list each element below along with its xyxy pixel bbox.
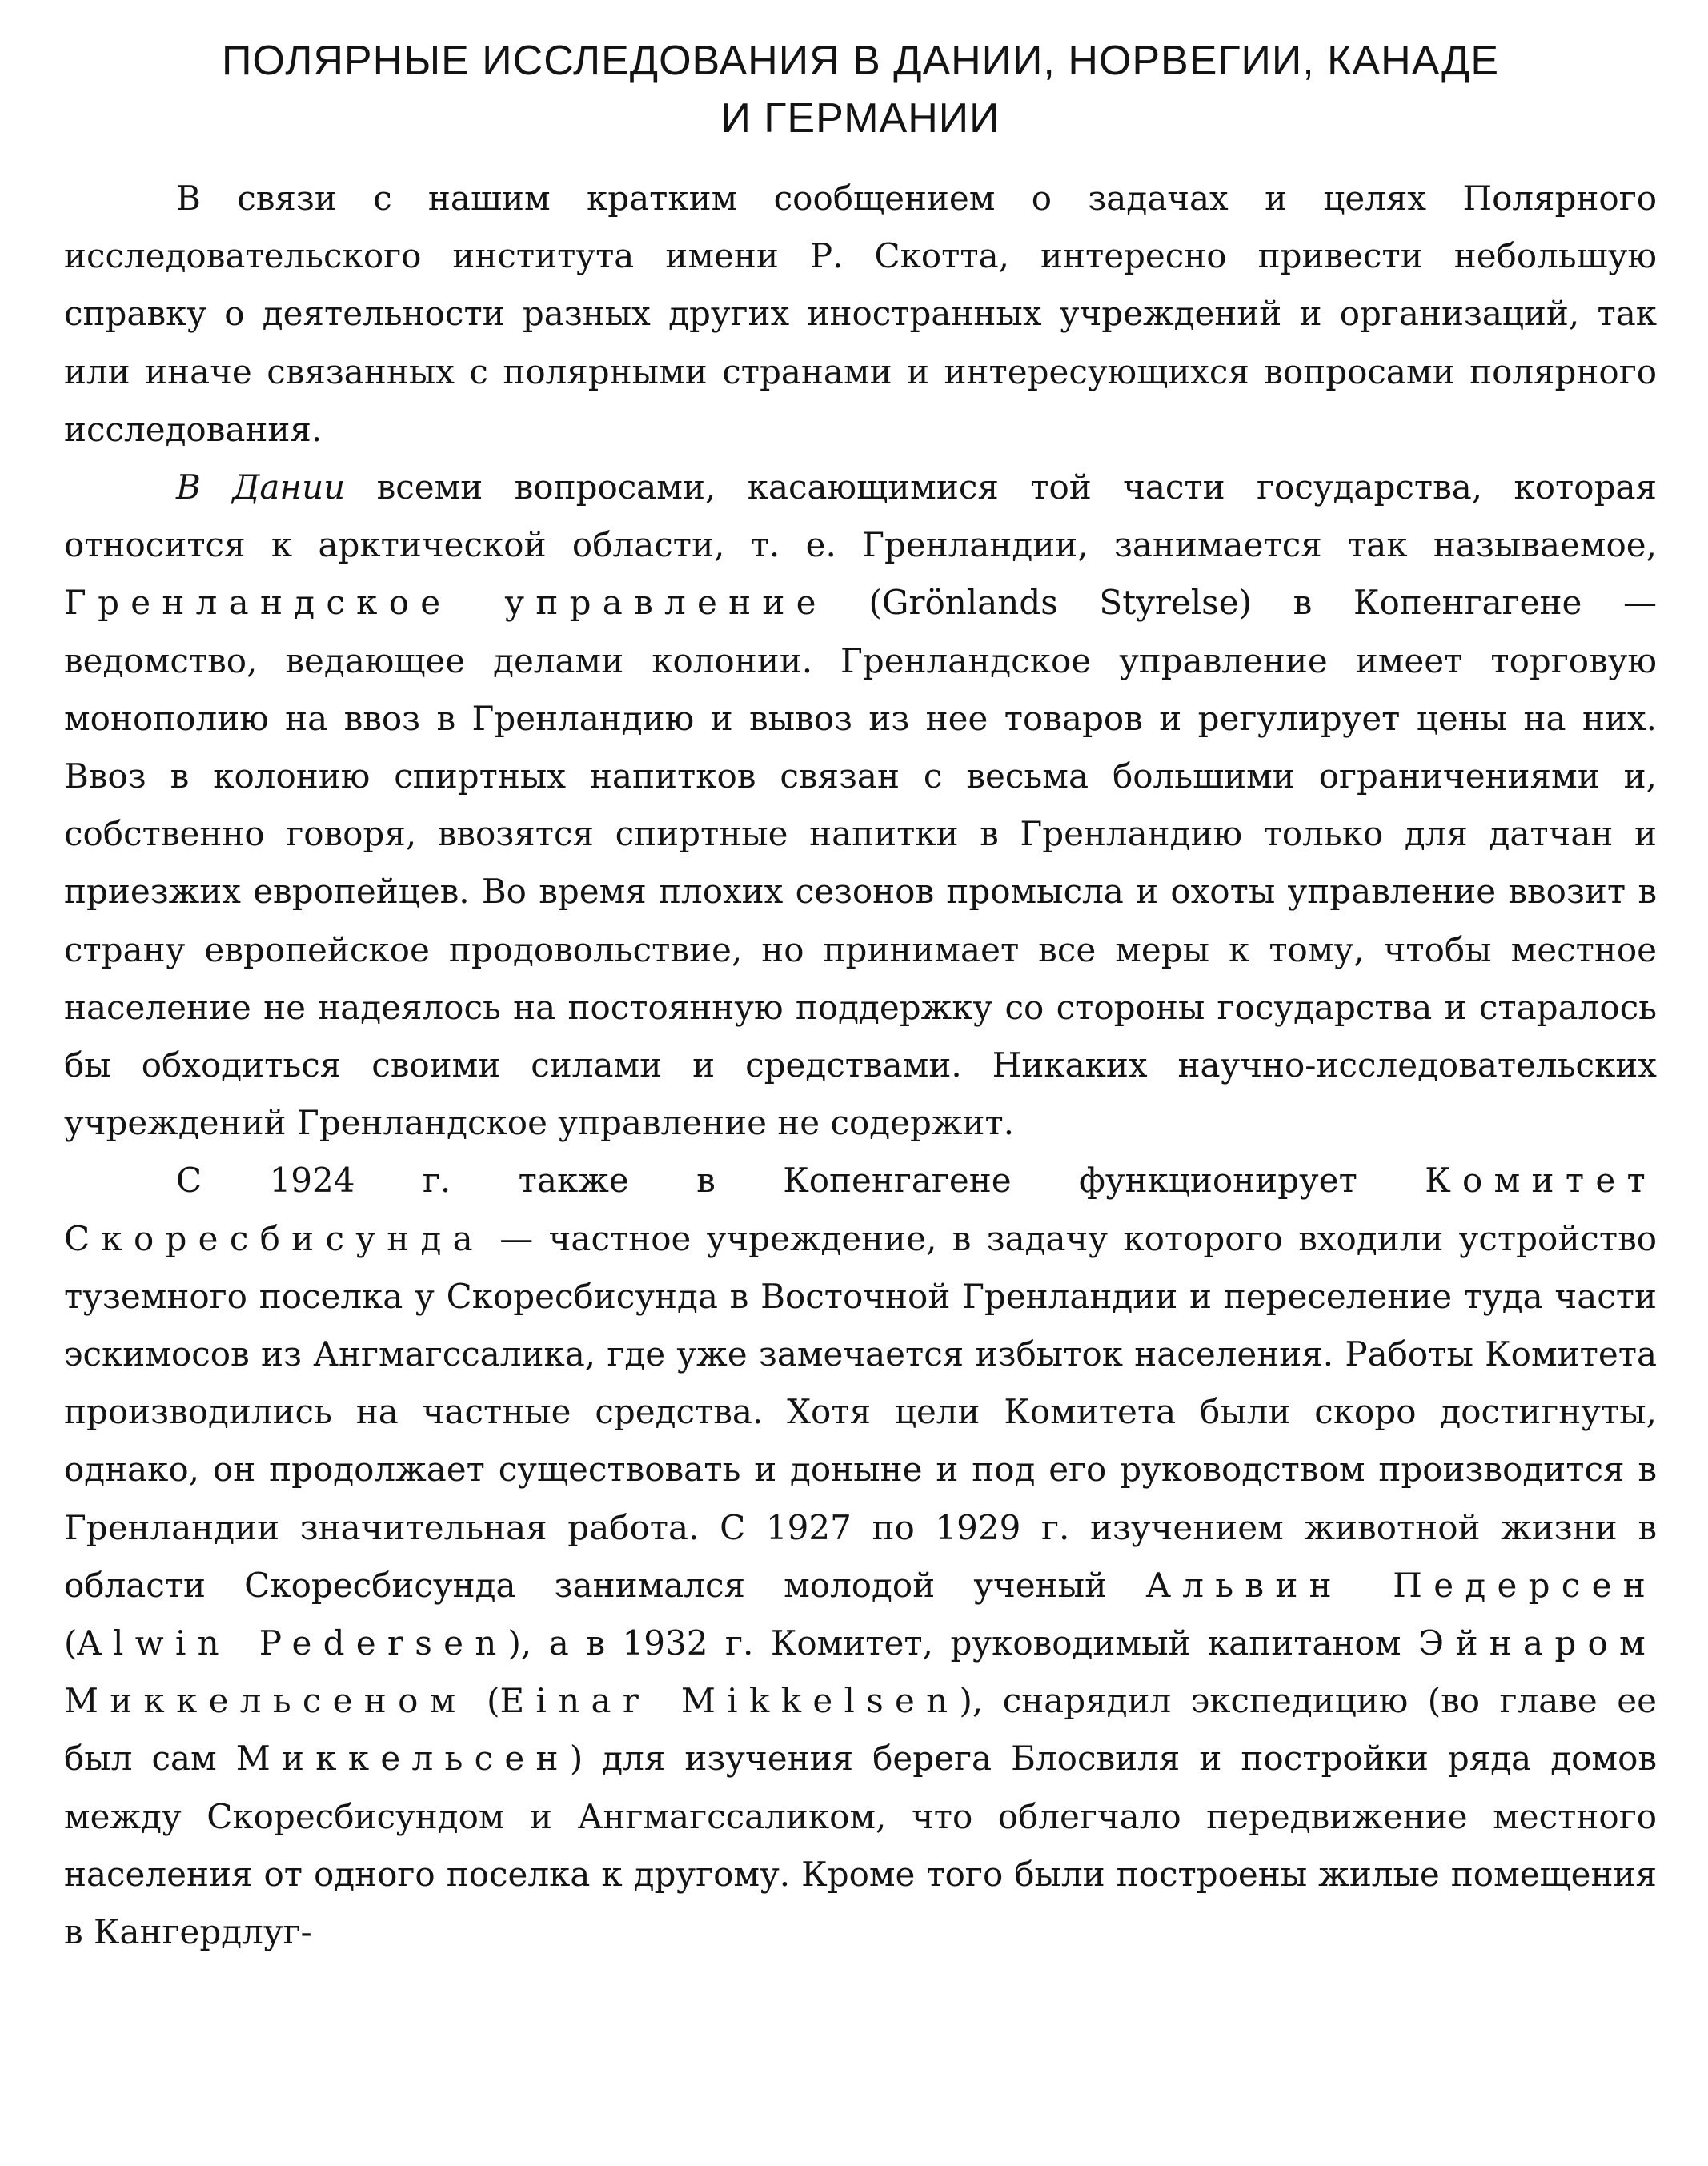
spaced-mikkelsen-latin: Einar Mikkelsen bbox=[499, 1681, 960, 1721]
text-run: ), снарядил экспедицию (во главе ее был сам bbox=[64, 1681, 1657, 1779]
text-run: С 1924 г. также в Копенгагене функционирует bbox=[176, 1161, 1425, 1201]
text-run: ) для изучения берега Блосвиля и постройки ряда домов между Скоресбисундом и Ангмагссаликом, что облегчало передвижение местного населения от одного поселка к другому. Кроме того были построены жилые помещения в Кангердлуг- bbox=[64, 1739, 1657, 1952]
document-page bbox=[64, 32, 1657, 2145]
text-run: ( bbox=[467, 1681, 500, 1721]
spaced-pedersen-ru: Альвин Педерсен bbox=[1145, 1565, 1657, 1605]
title-line-2: И ГЕРМАНИИ bbox=[720, 95, 1000, 142]
text-run: ), а в 1932 г. Комитет, руководимый капитаном bbox=[507, 1623, 1419, 1663]
paragraph-intro: В связи с нашим кратким сообщением о задачах и целях Полярного исследовательского института имени Р. Скотта, интересно привести небольшую справку о деятельности разных других иностранных учреждений и организаций, так или иначе связанных с полярными странами и интересующихся вопросами полярного исследования. bbox=[64, 178, 1657, 449]
spaced-greenland-administration: Гренландское управление bbox=[64, 583, 828, 623]
text-run: — частное учреждение, в задачу которого входили устройство туземного поселка у Скоресбисунда в Восточной Гренландии и переселение туда части эскимосов из Ангмагссалика, где уже замечается избыток населения. Работы Комитета производились на частные средства. Хотя цели Комитета были скоро достигнуты, однако, он продолжает существовать и доныне и под его руководством производится в Гренландии значительная работа. С 1927 по 1929 г. изучением животной жизни в области Скоресбисунда занимался молодой ученый bbox=[64, 1218, 1657, 1605]
paragraph-scoresbysund-committee bbox=[64, 1152, 1657, 1961]
page-title bbox=[64, 32, 1657, 147]
text-run: ( bbox=[64, 1623, 78, 1663]
text-run: (Grönlands Styrelse) в Копенгагене — ведомство, ведающее делами колонии. Гренландское управление имеет торговую монополию на ввоз в Гренландию и вывоз из нее товаров и регулирует цены на них. Ввоз в колонию спиртных напитков связан с весьма большими ограничениями и, собственно говоря, ввозятся спиртные напитки в Гренландию только для датчан и приезжих европейцев. Во время плохих сезонов промысла и охоты управление ввозит в страну европейское продовольствие, но принимает все меры к тому, чтобы местное население не надеялось на постоянную поддержку со стороны государства и старалось бы обходиться своими силами и средствами. Никаких научно-исследовательских учреждений Гренландское управление не содержит. bbox=[64, 583, 1657, 1143]
spaced-pedersen-latin: Alwin Pedersen bbox=[77, 1623, 508, 1663]
title-line-1: ПОЛЯРНЫЕ ИССЛЕДОВАНИЯ В ДАНИИ, НОРВЕГИИ, КАНАДЕ bbox=[221, 38, 1500, 84]
paragraph-denmark bbox=[64, 459, 1657, 1152]
spaced-committee-name: Комитет Скоресбисунда bbox=[64, 1161, 1657, 1258]
emphasis-denmark: В Дании bbox=[176, 467, 346, 507]
text-run: всеми вопросами, касающимися той части государства, которая относится к арктической области, т. е. Гренландии, занимается так называемое, bbox=[64, 467, 1657, 565]
spaced-mikkelsen-ru: Эйнаром Миккельсеном bbox=[64, 1623, 1657, 1721]
spaced-mikkelsen-short: Миккельсен bbox=[235, 1739, 570, 1779]
